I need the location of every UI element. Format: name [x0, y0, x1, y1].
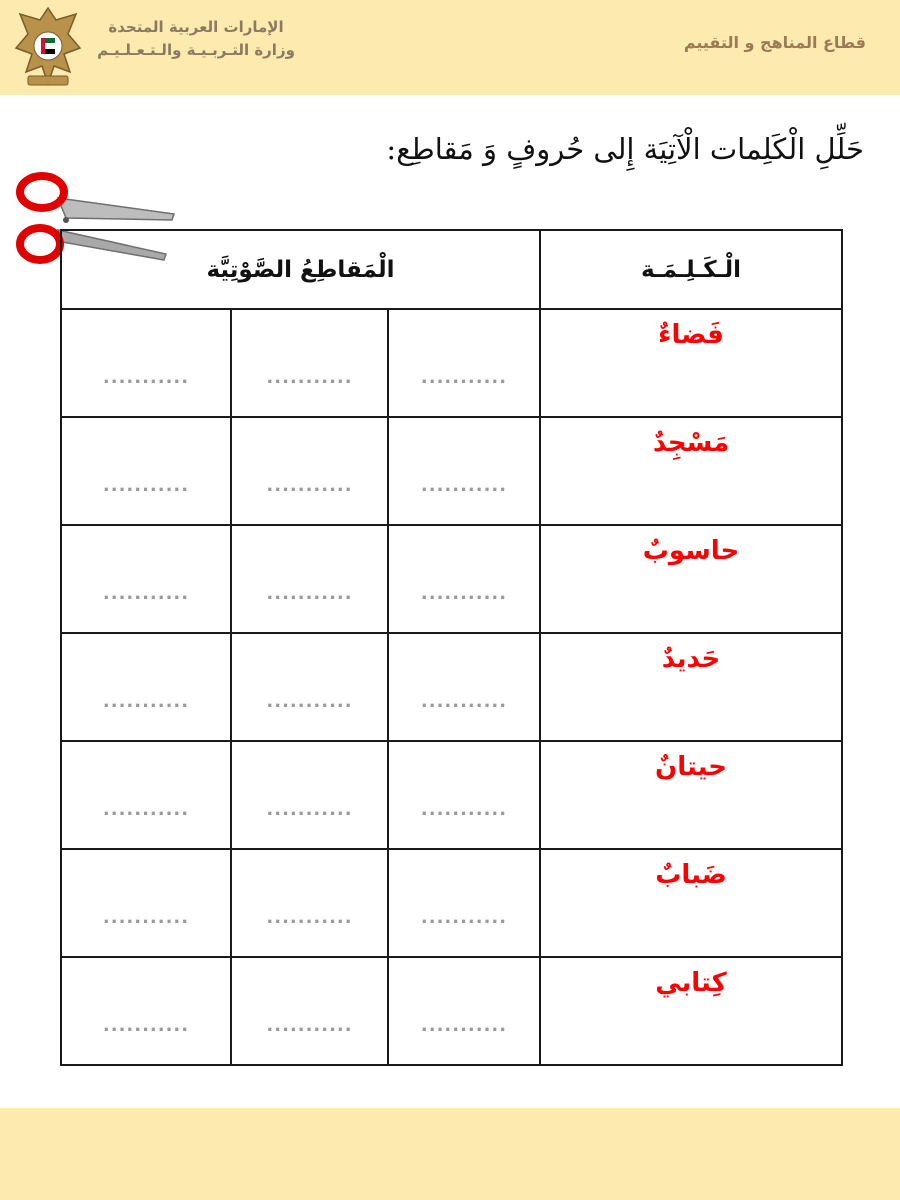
- syllable-blank: ...........: [266, 799, 353, 820]
- syllable-blank: ...........: [102, 907, 190, 928]
- syllable-blank-cell[interactable]: [231, 309, 388, 417]
- word-cell: [540, 741, 842, 849]
- syllable-blank: ...........: [420, 1015, 508, 1036]
- word-text: فَضاءٌ: [658, 320, 724, 350]
- syllable-blank-cell[interactable]: [388, 957, 540, 1065]
- syllable-blank: ...........: [266, 691, 353, 712]
- table-row: [61, 741, 842, 849]
- syllables-table: [60, 229, 843, 1066]
- syllable-blank-cell[interactable]: [231, 633, 388, 741]
- syllable-blank: ...........: [420, 799, 508, 820]
- syllable-blank: ...........: [102, 799, 190, 820]
- syllable-blank-cell[interactable]: [61, 525, 231, 633]
- syllable-blank-cell[interactable]: [231, 417, 388, 525]
- syllable-blank: ...........: [102, 367, 190, 388]
- instruction-text: حَلِّلِ الْكَلِمات الْآتِيَة إِلى حُروفٍ وَ مَقاطِع:: [386, 132, 864, 166]
- word-text: حاسوبٌ: [642, 536, 740, 566]
- word-cell: [540, 309, 842, 417]
- word-cell: [540, 633, 842, 741]
- ministry-line-2: وزارة التـربـيـة والـتـعـلـيـم: [97, 41, 295, 59]
- syllables-header: الْمَقاطِعُ الصَّوْتِيَّة: [61, 230, 540, 309]
- table-row: [61, 957, 842, 1065]
- syllable-blank-cell[interactable]: [231, 525, 388, 633]
- word-header: الْـكَـلِـمَـة: [540, 230, 842, 309]
- bottom-footer-band: [0, 1108, 900, 1200]
- syllable-blank-cell[interactable]: [231, 849, 388, 957]
- syllable-blank: ...........: [266, 583, 353, 604]
- table-row: [61, 849, 842, 957]
- syllable-blank: ...........: [102, 583, 190, 604]
- syllable-blank: ...........: [102, 475, 190, 496]
- syllable-blank: ...........: [266, 1015, 353, 1036]
- syllable-blank: ...........: [420, 583, 508, 604]
- syllable-blank-cell[interactable]: [388, 633, 540, 741]
- word-cell: [540, 417, 842, 525]
- table-row: [61, 417, 842, 525]
- table-row: [61, 633, 842, 741]
- syllable-blank-cell[interactable]: [61, 849, 231, 957]
- word-text: مَسْجِدٌ: [652, 428, 730, 458]
- syllable-blank: ...........: [102, 691, 190, 712]
- word-text: كِتابي: [655, 968, 727, 998]
- syllable-blank-cell[interactable]: [388, 849, 540, 957]
- syllable-blank: ...........: [420, 367, 508, 388]
- syllable-blank-cell[interactable]: [388, 741, 540, 849]
- syllable-blank-cell[interactable]: [388, 417, 540, 525]
- sector-title: قطاع المناهج و التقييم: [683, 33, 866, 52]
- word-cell: [540, 957, 842, 1065]
- syllable-blank-cell[interactable]: [61, 741, 231, 849]
- syllable-blank: ...........: [420, 475, 508, 496]
- table-body: [61, 309, 842, 1065]
- word-text: حيتانٌ: [655, 752, 727, 782]
- word-text: حَديدٌ: [661, 644, 721, 674]
- uae-emblem-icon: [12, 4, 84, 92]
- syllable-blank-cell[interactable]: [61, 309, 231, 417]
- syllable-blank-cell[interactable]: [231, 741, 388, 849]
- syllable-blank: ...........: [266, 475, 353, 496]
- ministry-title: [96, 16, 296, 62]
- table-row: [61, 525, 842, 633]
- syllable-blank: ...........: [420, 691, 508, 712]
- syllable-blank-cell[interactable]: [61, 633, 231, 741]
- syllable-blank: ...........: [266, 367, 353, 388]
- table-row: [61, 309, 842, 417]
- word-text: ضَبابٌ: [655, 860, 727, 890]
- syllable-blank: ...........: [420, 907, 508, 928]
- syllable-blank-cell[interactable]: [388, 309, 540, 417]
- word-cell: [540, 525, 842, 633]
- ministry-line-1: الإمارات العربية المتحدة: [108, 18, 284, 36]
- syllable-blank-cell[interactable]: [61, 417, 231, 525]
- word-cell: [540, 849, 842, 957]
- table-header-row: [61, 230, 842, 309]
- syllable-blank-cell[interactable]: [61, 957, 231, 1065]
- syllable-blank-cell[interactable]: [388, 525, 540, 633]
- syllable-blank: ...........: [266, 907, 353, 928]
- syllable-blank-cell[interactable]: [231, 957, 388, 1065]
- syllable-blank: ...........: [102, 1015, 190, 1036]
